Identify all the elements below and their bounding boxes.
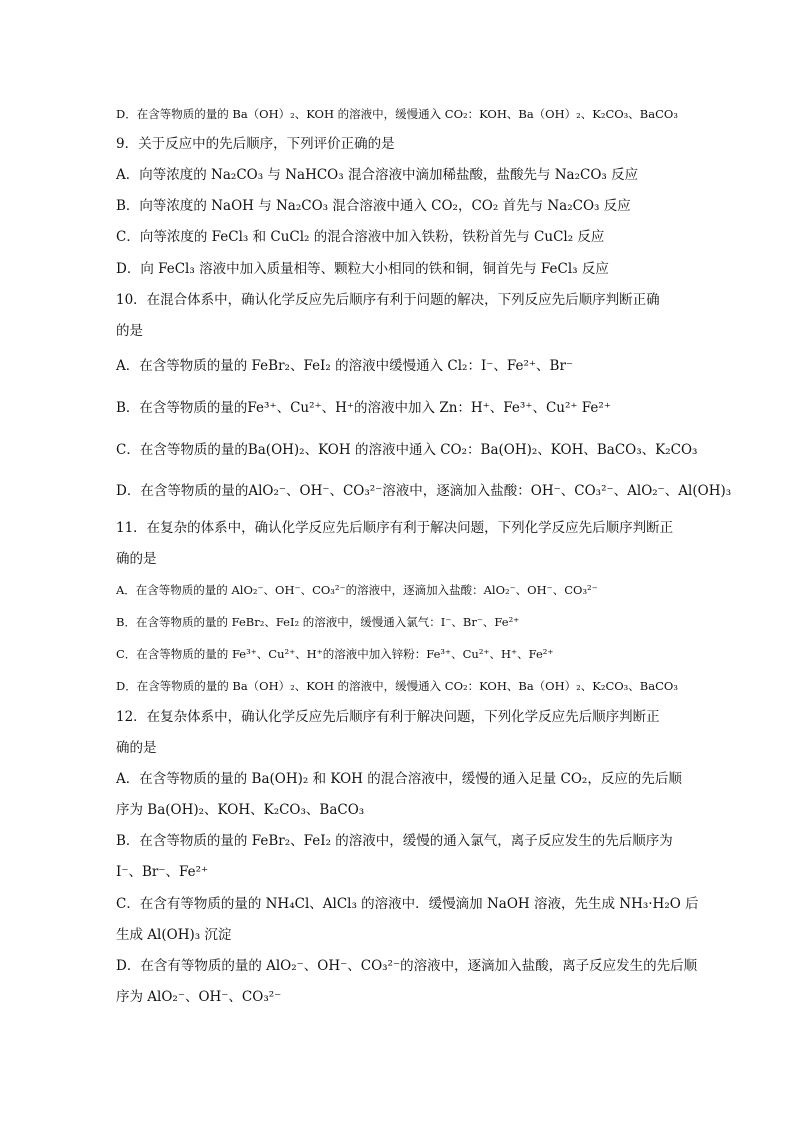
q12-option-b-line1: B．在含等物质的量的 FeBr₂、FeI₂ 的溶液中，缓慢的通入氯气，离子反应发生的先后顺序为 — [116, 833, 673, 849]
q10-stem-line2: 的是 — [116, 323, 143, 339]
q9-option-d: D．向 FeCl₃ 溶液中加入质量相等、颗粒大小相同的铁和铜，铜首先与 FeCl₃ 反应 — [116, 261, 609, 277]
q12-option-a-line2: 序为 Ba(OH)₂、KOH、K₂CO₃、BaCO₃ — [116, 802, 365, 818]
q9-option-c: C．向等浓度的 FeCl₃ 和 CuCl₂ 的混合溶液中加入铁粉，铁粉首先与 CuCl₂ 反应 — [116, 229, 605, 245]
q12-option-d-line2: 序为 AlO₂⁻、OH⁻、CO₃²⁻ — [116, 989, 282, 1005]
q11-stem-line1: 11．在复杂的体系中，确认化学反应先后顺序有利于解决问题，下列化学反应先后顺序判断正 — [116, 520, 674, 536]
q12-stem-line1: 12．在复杂体系中，确认化学反应先后顺序有利于解决问题，下列化学反应先后顺序判断正 — [116, 709, 660, 725]
q11-option-b: B．在含等物质的量的 FeBr₂、FeI₂ 的溶液中，缓慢通入氯气：I⁻、Br⁻、Fe²⁺ — [116, 615, 520, 629]
q9-option-b: B．向等浓度的 NaOH 与 Na₂CO₃ 混合溶液中通入 CO₂，CO₂ 首先与 Na₂CO₃ 反应 — [116, 198, 631, 214]
q12-option-d-line1: D．在含有等物质的量的 AlO₂⁻、OH⁻、CO₃²⁻的溶液中，逐滴加入盐酸，离子反应发生的先后顺 — [116, 958, 698, 974]
q10-stem-line1: 10．在混合体系中，确认化学反应先后顺序有利于问题的解决，下列反应先后顺序判断正确 — [116, 292, 660, 308]
q11-stem-line2: 确的是 — [116, 551, 157, 567]
q10-option-a: A．在含等物质的量的 FeBr₂、FeI₂ 的溶液中缓慢通入 Cl₂：I⁻、Fe²⁺、Br⁻ — [116, 358, 574, 374]
q8-option-d: D．在含等物质的量的 Ba（OH）₂、KOH 的溶液中，缓慢通入 CO₂：KOH、Ba（OH）₂、K₂CO₃、BaCO₃ — [116, 107, 678, 121]
q11-option-c: C．在含等物质的量的 Fe³⁺、Cu²⁺、H⁺的溶液中加入锌粉：Fe³⁺、Cu²⁺、H⁺、Fe²⁺ — [116, 647, 554, 661]
q12-option-a-line1: A．在含等物质的量的 Ba(OH)₂ 和 KOH 的混合溶液中，缓慢的通入足量 CO₂，反应的先后顺 — [116, 771, 682, 787]
q10-option-c: C．在含等物质的量的Ba(OH)₂、KOH 的溶液中通入 CO₂：Ba(OH)₂、KOH、BaCO₃、K₂CO₃ — [116, 442, 698, 458]
q11-option-d: D．在含等物质的量的 Ba（OH）₂、KOH 的溶液中，缓慢通入 CO₂：KOH、Ba（OH）₂、K₂CO₃、BaCO₃ — [116, 679, 678, 693]
q9-stem: 9．关于反应中的先后顺序，下列评价正确的是 — [116, 136, 395, 152]
q9-option-a: A．向等浓度的 Na₂CO₃ 与 NaHCO₃ 混合溶液中滴加稀盐酸，盐酸先与 Na₂CO₃ 反应 — [116, 167, 639, 183]
q11-option-a: A．在含等物质的量的 AlO₂⁻、OH⁻、CO₃²⁻的溶液中，逐滴加入盐酸：AlO₂⁻、OH⁻、CO₃²⁻ — [116, 583, 598, 597]
q12-option-c-line1: C．在含有等物质的量的 NH₄Cl、AlCl₃ 的溶液中．缓慢滴加 NaOH 溶液，先生成 NH₃·H₂O 后 — [116, 896, 699, 912]
q12-option-b-line2: I⁻、Br⁻、Fe²⁺ — [116, 864, 209, 880]
q10-option-b: B．在含等物质的量的Fe³⁺、Cu²⁺、H⁺的溶液中加入 Zn：H⁺、Fe³⁺、Cu²⁺ Fe²⁺ — [116, 400, 611, 416]
q12-stem-line2: 确的是 — [116, 740, 157, 756]
q12-option-c-line2: 生成 Al(OH)₃ 沉淀 — [116, 927, 232, 943]
q10-option-d: D．在含等物质的量的AlO₂⁻、OH⁻、CO₃²⁻溶液中，逐滴加入盐酸：OH⁻、CO₃²⁻、AlO₂⁻、Al(OH)₃ — [116, 483, 732, 499]
